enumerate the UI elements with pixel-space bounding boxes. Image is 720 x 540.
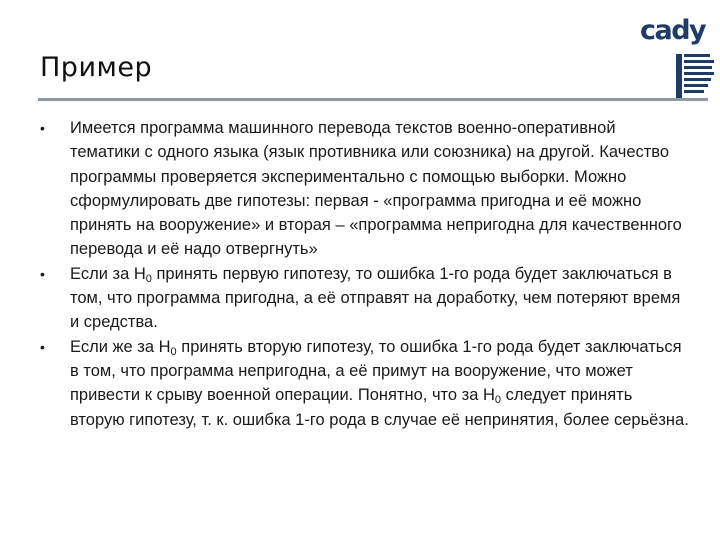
subscript-zero: 0 xyxy=(494,394,502,407)
university-logo xyxy=(640,10,714,100)
bullet-text: следует принять вторую гипотезу, т. к. ошибка 1-го рода в случае её непринятия, более серьёзна. xyxy=(70,386,689,429)
logo-wordmark: cady xyxy=(640,15,706,46)
bullet-text: Имеется программа машинного перевода текстов военно-оперативной тематики с одного языка (язык противника или союзника) на другой. Качество программы проверяется экспериментально с помощью выборки. Можно сформулировать две гипотезы: первая - «программа пригодна и её можно принять на вооружение» и вторая – «программа непригодна для качественного перевода и её надо отвергнуть» xyxy=(70,119,682,259)
bullet-list xyxy=(40,116,690,432)
bullet-marker: • xyxy=(40,120,45,136)
title-divider xyxy=(38,98,708,101)
bullet-marker: • xyxy=(40,338,45,355)
bullet-marker: • xyxy=(40,265,45,282)
bullet-text: принять первую гипотезу, то ошибка 1-го рода будет заключаться в том, что программа пригодна, а её отправят на доработку, чем потеряют время и средства. xyxy=(70,264,681,332)
logo-text-lines xyxy=(684,54,714,96)
bullet-text: Если за H xyxy=(70,264,146,283)
bullet-item xyxy=(40,116,690,262)
slide-body xyxy=(40,116,690,432)
subscript-zero: 0 xyxy=(145,272,152,285)
slide-title: Пример xyxy=(40,52,153,83)
bullet-item xyxy=(40,262,690,335)
bullet-item xyxy=(40,335,690,432)
bullet-text: принять вторую гипотезу, то ошибка 1-го рода будет заключаться в том, что программа непригодна, а её примут на вооружение, что может привести к срыву военной операции. Понятно, что за H xyxy=(70,337,682,405)
bullet-text: Если же за H xyxy=(70,337,171,356)
logo-bar xyxy=(676,54,682,100)
subscript-zero: 0 xyxy=(170,345,177,358)
